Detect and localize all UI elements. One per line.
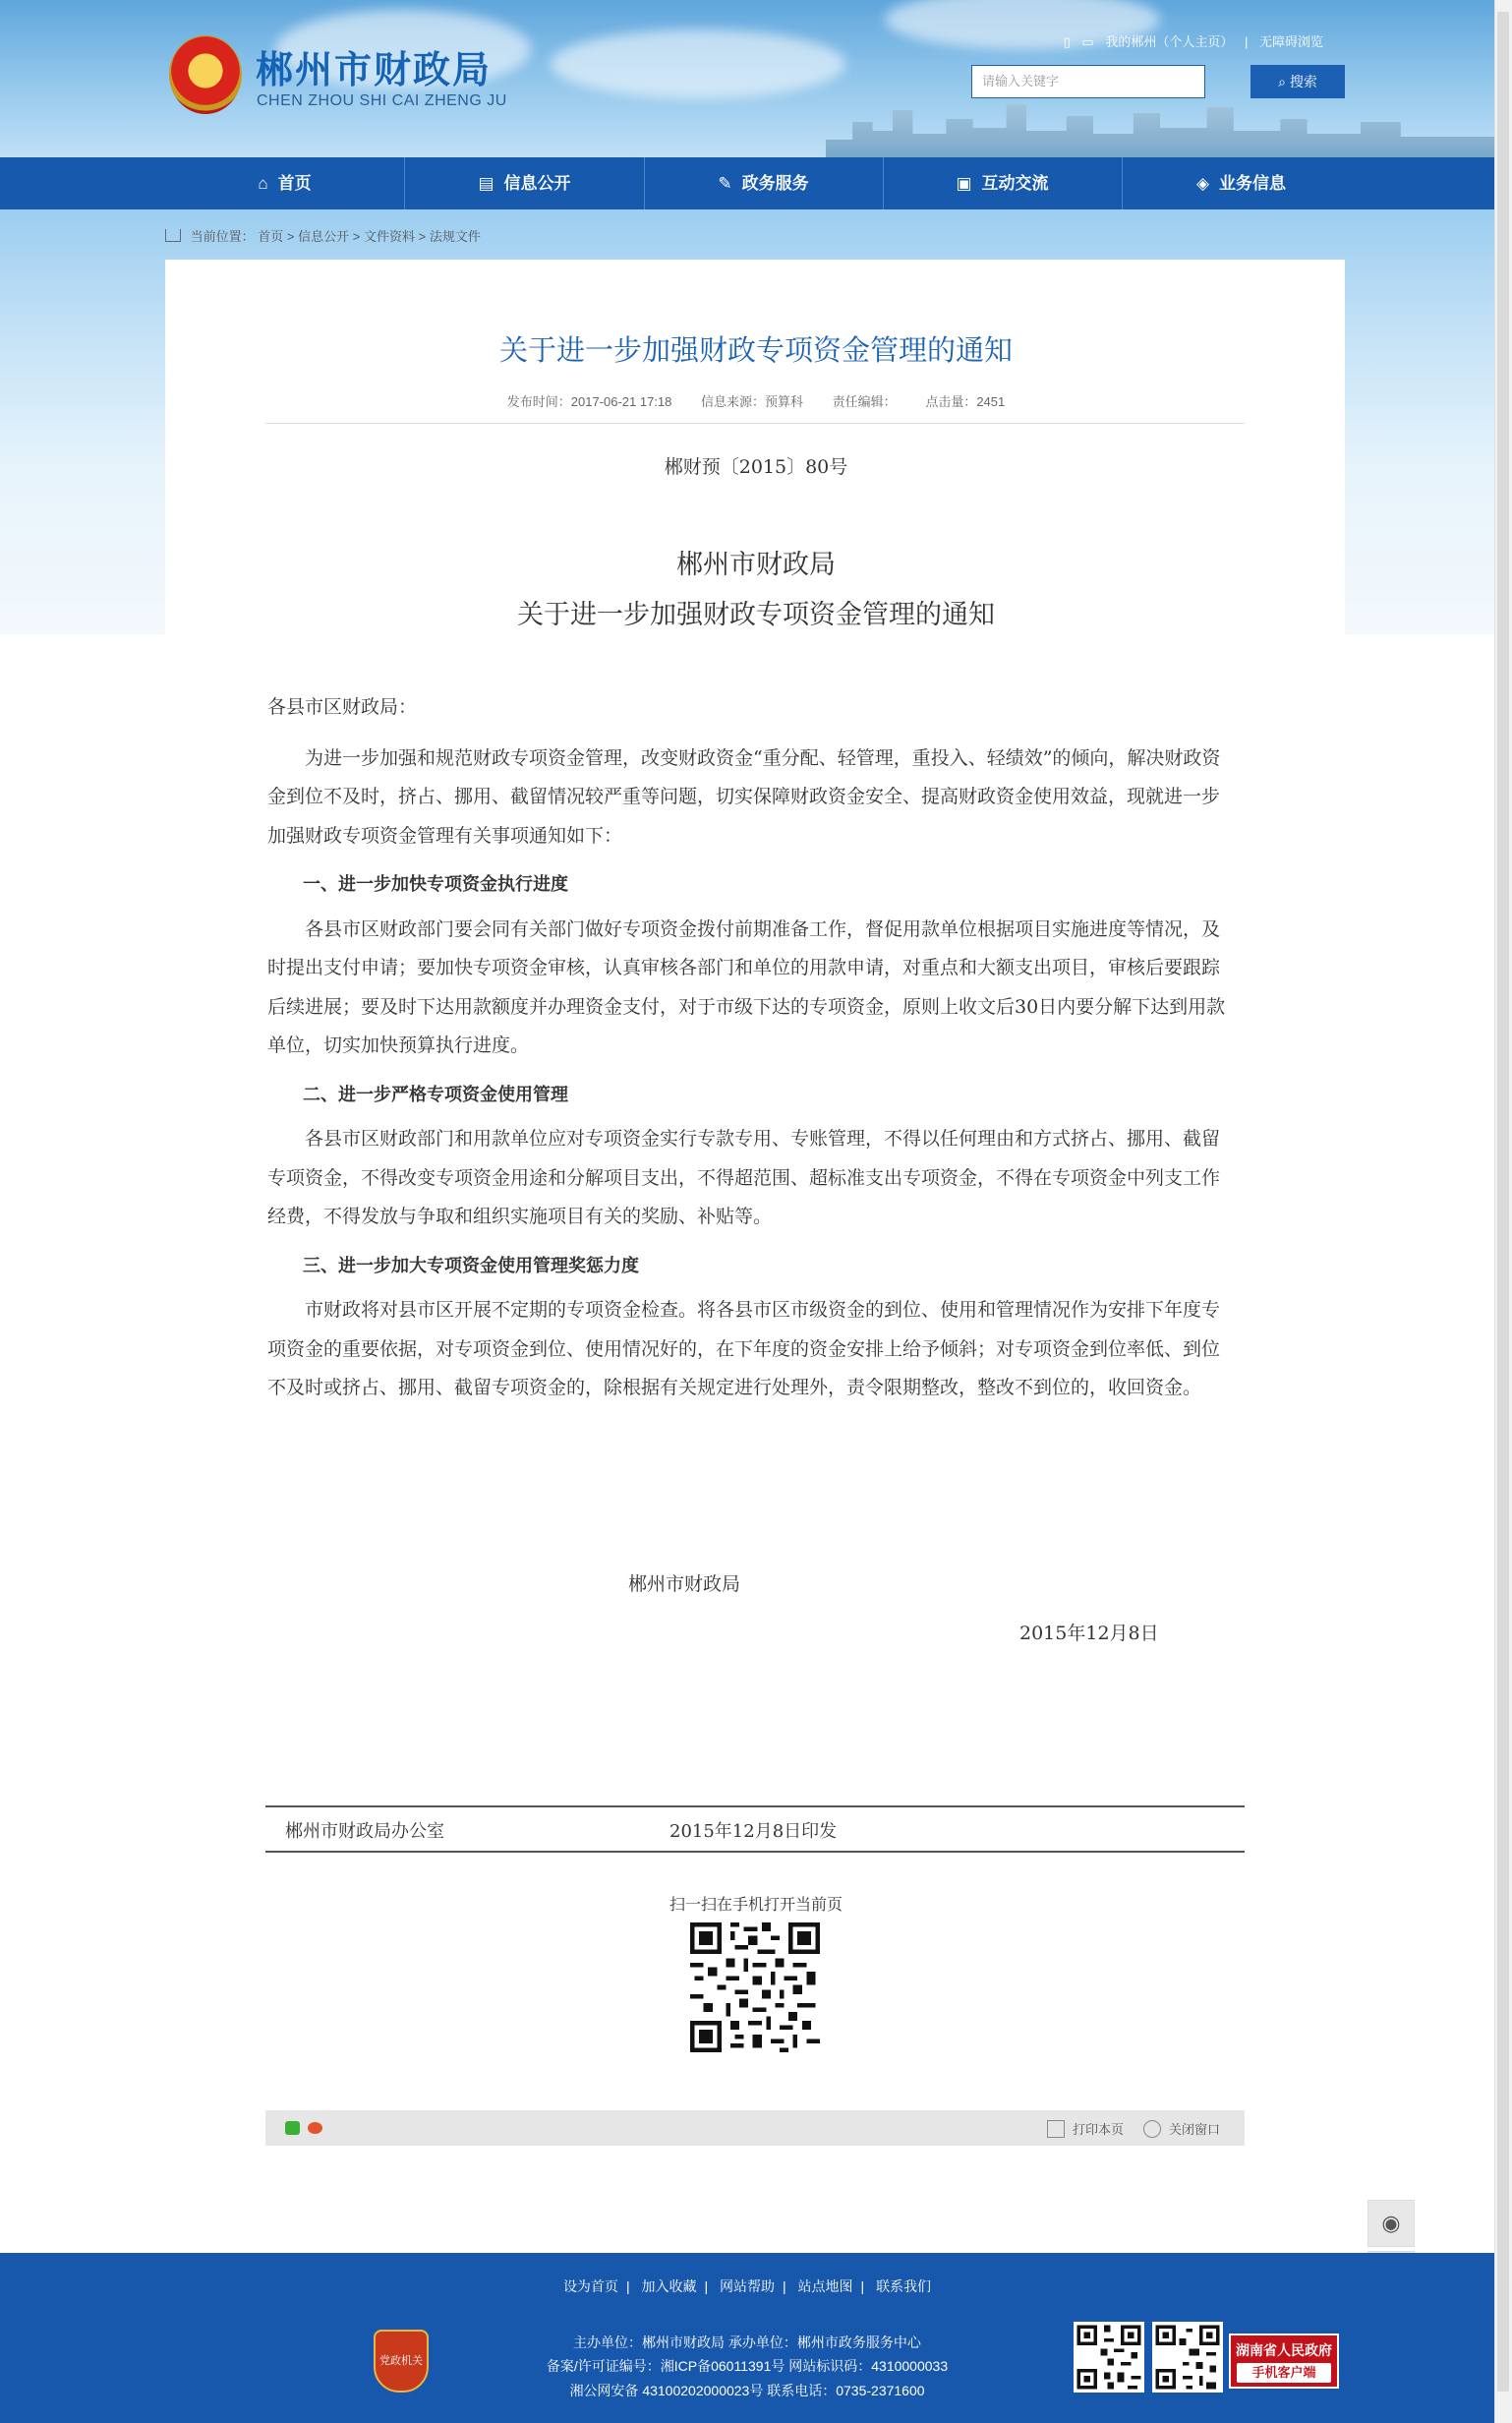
national-emblem-logo — [169, 35, 242, 114]
qr-caption: 扫一扫在手机打开当前页 — [669, 1897, 843, 1914]
home-icon — [165, 229, 181, 242]
nav-item-interaction[interactable]: ▣ 互动交流 — [883, 157, 1123, 209]
info-source: 信息来源：预算科 — [701, 394, 804, 409]
footer-qr-code — [1152, 2322, 1223, 2393]
weibo-share-icon[interactable] — [308, 2122, 322, 2134]
article-toolbar — [265, 2110, 1245, 2146]
issue-date: 2015年12月8日印发 — [669, 1821, 838, 1842]
city-skyline-image — [826, 98, 1494, 157]
breadcrumb-item[interactable]: 首页 — [258, 229, 284, 244]
scrollbar-thumb[interactable] — [1497, 12, 1509, 2392]
document-icon: ▤ — [478, 174, 494, 193]
site-footer — [0, 2253, 1494, 2423]
section-paragraph: 各县市区财政部门和用款单位应对专项资金实行专款专用、专账管理，不得以任何理由和方式挤占、挪用、截留专项资金，不得改变专项资金用途和分解项目支出，不得超范围、超标准支出专项资金，不得在专项资金中列支工作经费，不得发放与争取和组织实施项目有关的奖励、补贴等。 — [267, 1128, 1221, 1227]
wechat-icon: ◉ — [1381, 2211, 1401, 2235]
search-button[interactable]: ⌕ 搜索 — [1250, 65, 1345, 98]
home-icon: ⌂ — [258, 174, 268, 193]
signature-org: 郴州市财政局 — [627, 1573, 740, 1595]
section-paragraph: 各县市区财政部门要会同有关部门做好专项资金拨付前期准备工作，督促用款单位根据项目实施进度等情况，及时提出支付申请；要加快专项资金审核，认真审核各部门和单位的用款申请，对重点和大额支出项目，审核后要跟踪后续进展；要及时下达用款额度并办理资金支付，对于市级下达的专项资金，原则上收文后30日内要分解下达到用款单位，切实加快预算执行进度。 — [267, 917, 1226, 1056]
article-body — [267, 688, 1231, 1408]
breadcrumb-item[interactable]: 法规文件 — [429, 229, 481, 244]
site-pinyin: CHEN ZHOU SHI CAI ZHENG JU — [257, 92, 507, 109]
search-input[interactable]: 请输入关键字 — [971, 65, 1205, 98]
nav-item-business-info[interactable]: ◈ 业务信息 — [1122, 157, 1361, 209]
accessibility-link[interactable]: 无障碍浏览 — [1258, 34, 1323, 49]
footer-icp: 备案/许可证编号：湘ICP备06011391号 网站标识码：4310000033 — [546, 2358, 949, 2374]
nav-item-info-disclosure[interactable]: ▤ 信息公开 — [405, 157, 645, 209]
edit-icon: ✎ — [718, 174, 732, 193]
copy-info-box — [265, 1805, 1245, 1853]
nav-item-gov-service[interactable]: ✎ 政务服务 — [644, 157, 884, 209]
footer-link[interactable]: 加入收藏 — [641, 2278, 697, 2294]
chat-icon: ▣ — [956, 174, 972, 193]
footer-link[interactable]: 联系我们 — [876, 2278, 932, 2294]
editor: 责任编辑： — [832, 394, 897, 409]
nav-item-home[interactable]: ⌂ 首页 — [165, 157, 405, 209]
signature-date: 2015年12月8日 — [1019, 1623, 1159, 1644]
footer-link[interactable]: 站点地图 — [797, 2278, 853, 2294]
article-title: 关于进一步加强财政专项资金管理的通知 — [498, 333, 1013, 367]
intro-paragraph: 为进一步加强和规范财政专项资金管理，改变财政资金“重分配、轻管理，重投入、轻绩效”的倾向，解决财政资金到位不及时，挤占、挪用、截留情况较严重等问题，切实保障财政资金安全、提高财政资金使用效益，现就进一步加强财政专项资金管理有关事项通知如下： — [267, 746, 1221, 847]
document-heading-org: 郴州市财政局 — [676, 550, 836, 580]
close-icon — [1143, 2120, 1161, 2138]
close-window-button[interactable]: 关闭窗口 — [1143, 2119, 1220, 2138]
page-qr-code — [690, 1922, 820, 2052]
section-heading: 二、进一步严格专项资金使用管理 — [303, 1084, 568, 1105]
print-button[interactable]: 打印本页 — [1047, 2119, 1124, 2138]
footer-police-record: 湘公网安备 43100202000023号 联系电话：0735-2371600 — [569, 2383, 925, 2398]
breadcrumb: 当前位置： 首页 > 信息公开 > 文件资料 > 法规文件 — [165, 226, 481, 245]
footer-links: 设为首页 | 加入收藏 | 网站帮助 | 站点地图 | 联系我们 — [562, 2278, 932, 2294]
issuing-office: 郴州市财政局办公室 — [285, 1821, 444, 1842]
section-paragraph: 市财政将对县市区开展不定期的专项资金检查。将各县市区市级资金的到位、使用和管理情况作为安排下年度专项资金的重要依据，对专项资金到位、使用情况好的，在下年度的资金安排上给予倾斜；对专项资金到位率低、到位不及时或挤占、挪用、截留专项资金的，除根据有关规定进行处理外，责令限期整改，整改不到位的，收回资金。 — [267, 1299, 1221, 1398]
footer-sponsor: 主办单位：郴州市财政局 承办单位：郴州市政务服务中心 — [573, 2334, 921, 2350]
top-links: ▯ ▭ 我的郴州（个人主页） | 无障碍浏览 — [1063, 34, 1323, 49]
footer-link[interactable]: 网站帮助 — [720, 2278, 775, 2294]
main-nav — [0, 157, 1494, 209]
footer-link[interactable]: 设为首页 — [562, 2278, 618, 2294]
my-chenzhou-link[interactable]: 我的郴州（个人主页） — [1105, 34, 1234, 49]
site-name[interactable]: 郴州市财政局 — [256, 48, 493, 91]
article-meta — [0, 391, 1512, 410]
footer-qr-code — [1074, 2322, 1144, 2393]
section-heading: 三、进一步加大专项资金使用管理奖惩力度 — [303, 1255, 639, 1276]
site-header — [0, 0, 1494, 157]
view-count: 点击量：2451 — [925, 394, 1006, 409]
mobile-icon[interactable]: ▯ — [1063, 34, 1071, 49]
cloud-decoration — [551, 30, 845, 98]
search-icon: ⌕ — [1278, 74, 1286, 89]
document-number: 郴财预〔2015〕80号 — [664, 456, 848, 478]
divider — [265, 423, 1245, 424]
breadcrumb-item[interactable]: 文件资料 — [363, 229, 415, 244]
wechat-share-icon[interactable] — [285, 2121, 300, 2135]
breadcrumb-item[interactable]: 信息公开 — [298, 229, 350, 244]
monitor-icon: ▭ — [1081, 34, 1094, 49]
section-heading: 一、进一步加快专项资金执行进度 — [303, 874, 568, 895]
printer-icon — [1047, 2120, 1065, 2138]
party-gov-badge[interactable]: 党政机关 — [374, 2330, 429, 2393]
hunan-gov-app-button[interactable]: 湖南省人民政府 手机客户端 — [1229, 2334, 1339, 2389]
document-heading-title: 关于进一步加强财政专项资金管理的通知 — [517, 600, 995, 630]
salutation: 各县市区财政局： — [267, 696, 418, 718]
layers-icon: ◈ — [1195, 174, 1210, 193]
wechat-float-button[interactable] — [1367, 2200, 1415, 2247]
publish-time: 发布时间：2017-06-21 17:18 — [506, 394, 672, 409]
